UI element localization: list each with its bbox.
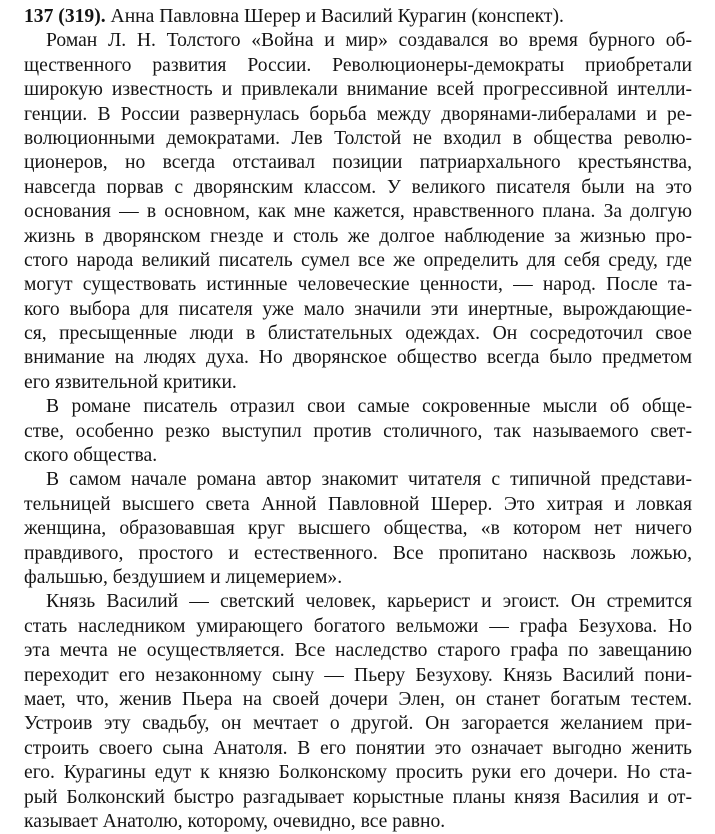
text-line: женщина, образовавшая круг высшего общества, «в котором нет ничего [24,518,692,540]
text-line: внимание на людях духа. Но дворянское общество всегда было предметом [24,347,692,369]
text-line: казывает Анатолю, которому, очевидно, все равно. [24,810,446,832]
document-page [24,5,692,834]
text-line: строить своего сына Анатоля. В его понятии это означает выгодно женить [24,737,692,759]
paragraph-2 [24,395,692,468]
heading [24,5,692,29]
text-line: Устроив эту свадьбу, он мечтает о другой. Он загорается желанием при- [24,713,692,735]
text-line: волюционными демократами. Лев Толстой не входил в общества револю- [24,127,692,149]
text-line: стого народа великий писатель сумел все же определить для себя среду, где [24,249,692,271]
text-line: тельницей высшего света Анной Павловной Шерер. Это хитрая и ловкая [24,493,692,515]
text-line: генции. В России развернулась борьба между дворянами-либералами и ре- [24,103,692,125]
text-line: Князь Василий — светский человек, карьерист и эгоист. Он стремится [46,591,692,613]
text-line: его. Курагины едут к князю Болконскому просить руки его дочери. Но ста- [24,762,692,784]
text-line: кого выбора для писателя уже мало значили эти инертные, вырождающие- [24,298,692,320]
text-line: ся, пресыщенные люди в блистательных одеждах. Он сосредоточил свое [24,323,692,345]
text-line: В самом начале романа автор знакомит читателя с типичной представи- [46,469,692,491]
text-line: ского общества. [24,445,158,467]
exercise-title: Анна Павловна Шерер и Василий Курагин (конспект). [110,6,564,27]
text-line: ционеров, но всегда отстаивал позиции патриархального крестьянства, [24,152,692,174]
text-line: эта мечта не осуществляется. Все наследство старого графа по завещанию [24,640,692,662]
text-line: могут существовать истинные человеческие ценности, — народ. После та- [24,274,692,296]
text-line: рый Болконский быстро разгадывает корыстные планы князя Василия и от- [24,786,692,808]
text-line: В романе писатель отразил свои самые сокровенные мысли об обще- [46,396,692,418]
text-line: жизнь в дворянском гнезде и столь же долгое наблюдение за жизнью про- [24,225,692,247]
text-line: переходит его незаконному сыну — Пьеру Безухову. Князь Василий пони- [24,664,692,686]
text-line: фальшью, бездушием и лицемерием». [24,566,343,588]
paragraph-4 [24,590,692,834]
exercise-number: 137 (319). [24,6,106,27]
paragraph-1 [24,29,692,395]
text-line: стве, особенно резко выступил против столичного, так называемого свет- [24,420,692,442]
text-line: Роман Л. Н. Толстого «Война и мир» создавался во время бурного об- [46,30,692,52]
text-line: мает, что, женив Пьера на своей дочери Элен, он станет богатым тестем. [24,688,692,710]
text-line: стать наследником умирающего богатого вельможи — графа Безухова. Но [24,615,692,637]
text-line: широкую известность и привлекали внимание всей прогрессивной интелли- [24,79,692,101]
paragraph-3 [24,468,692,590]
text-line: щественного развития России. Революционеры-демократы приобретали [24,54,692,76]
text-line: правдивого, простого и естественного. Все пропитано насквозь ложью, [24,542,692,564]
text-line: основания — в основном, как мне кажется, нравственного плана. За долгую [24,201,692,223]
text-line: навсегда порвав с дворянским классом. У великого писателя были на это [24,176,692,198]
text-line: его язвительной критики. [24,371,237,393]
